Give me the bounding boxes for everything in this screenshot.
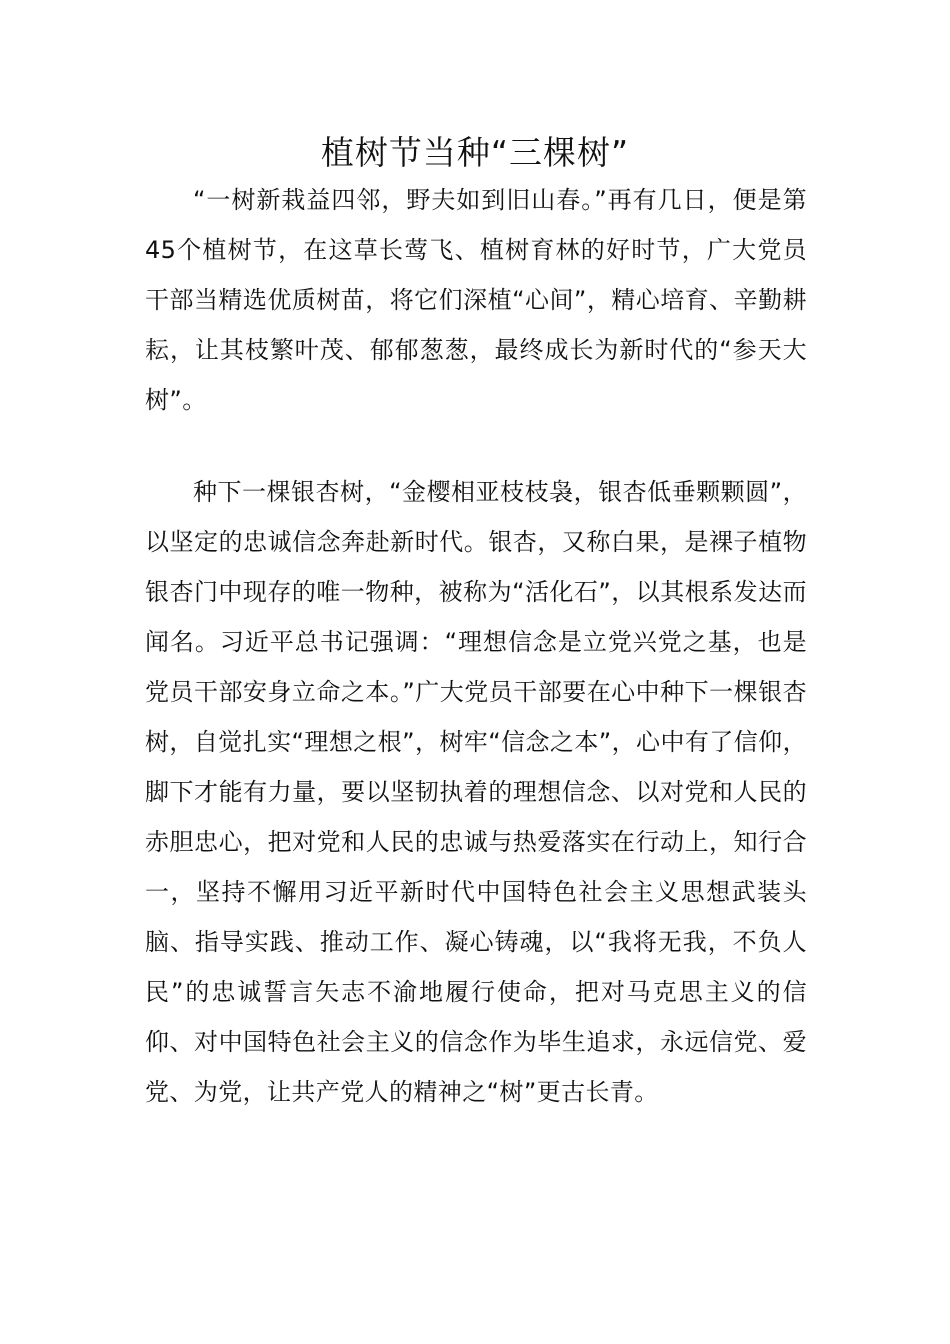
paragraph-intro: “一树新栽益四邻，野夫如到旧山春。”再有几日，便是第45个植树节，在这草长莺飞、植树育林的好时节，广大党员干部当精选优质树苗，将它们深植“心间”，精心培育、辛勤耕耘，让其枝繁叶茂、郁郁葱葱，最终成长为新时代的“参天大树”。 [145, 186, 807, 414]
paragraph-ginkgo: 种下一棵银杏树，“金樱相亚枝枝袅，银杏低垂颗颗圆”，以坚定的忠诚信念奔赴新时代。银杏，又称白果，是裸子植物银杏门中现存的唯一物种，被称为“活化石”，以其根系发达而闻名。习近平总书记强调：“理想信念是立党兴党之基，也是党员干部安身立命之本。”广大党员干部要在心中种下一棵银杏树，自觉扎实“理想之根”，树牢“信念之本”，心中有了信仰，脚下才能有力量，要以坚韧执着的理想信念、以对党和人民的赤胆忠心，把对党和人民的忠诚与热爱落实在行动上，知行合一，坚持不懈用习近平新时代中国特色社会主义思想武装头脑、指导实践、推动工作、凝心铸魂，以“我将无我，不负人民”的忠诚誓言矢志不渝地履行使命，把对马克思主义的信仰、对中国特色社会主义的信念作为毕生追求，永远信党、爱党、为党，让共产党人的精神之“树”更古长青。 [145, 478, 807, 1106]
document-title: 植树节当种“三棵树” [320, 133, 630, 172]
document-body [145, 175, 807, 1117]
